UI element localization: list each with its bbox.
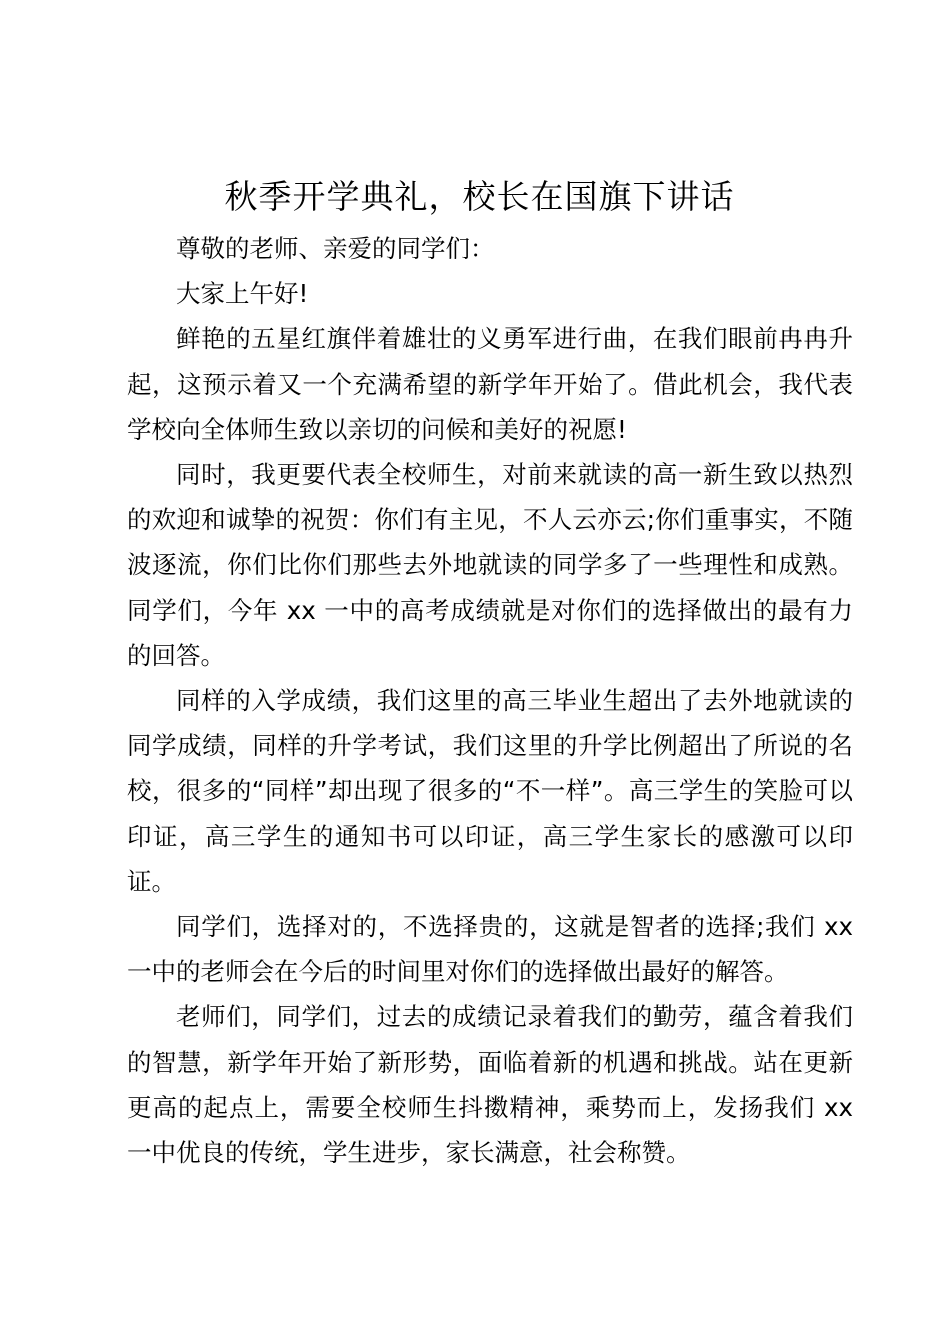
salutation: 尊敬的老师、亲爱的同学们： (176, 234, 495, 263)
greeting: 大家上午好! (176, 279, 309, 309)
document-page (127, 0, 853, 1344)
paragraph: 同样的入学成绩，我们这里的高三毕业生超出了去外地就读的同学成绩，同样的升学考试，我们这里的升学比例超出了所说的名校，很多的“同样”却出现了很多的“不一样”。高三学生的笑脸可以印证，高三学生的通知书可以印证，高三学生家长的感激可以印证。 (127, 686, 853, 896)
document-body (127, 226, 853, 1175)
paragraph: 同时，我更要代表全校师生，对前来就读的高一新生致以热烈的欢迎和诚挚的祝贺：你们有主见，不人云亦云;你们重事实，不随波逐流，你们比你们那些去外地就读的同学多了一些理性和成熟。同学们，今年 xx 一中的高考成绩就是对你们的选择做出的最有力的回答。 (127, 460, 853, 670)
paragraph: 老师们，同学们，过去的成绩记录着我们的勤劳，蕴含着我们的智慧，新学年开始了新形势，面临着新的机遇和挑战。站在更新更高的起点上，需要全校师生抖擞精神，乘势而上，发扬我们 xx 一中优良的传统，学生进步，家长满意，社会称赞。 (127, 1002, 853, 1168)
paragraph: 鲜艳的五星红旗伴着雄壮的义勇军进行曲，在我们眼前冉冉升起，这预示着又一个充满希望的新学年开始了。借此机会，我代表学校向全体师生致以亲切的问候和美好的祝愿! (127, 324, 853, 444)
document-title: 秋季开学典礼，校长在国旗下讲话 (224, 177, 735, 216)
paragraph: 同学们，选择对的，不选择贵的，这就是智者的选择;我们 xx 一中的老师会在今后的时间里对你们的选择做出最好的解答。 (127, 912, 853, 987)
